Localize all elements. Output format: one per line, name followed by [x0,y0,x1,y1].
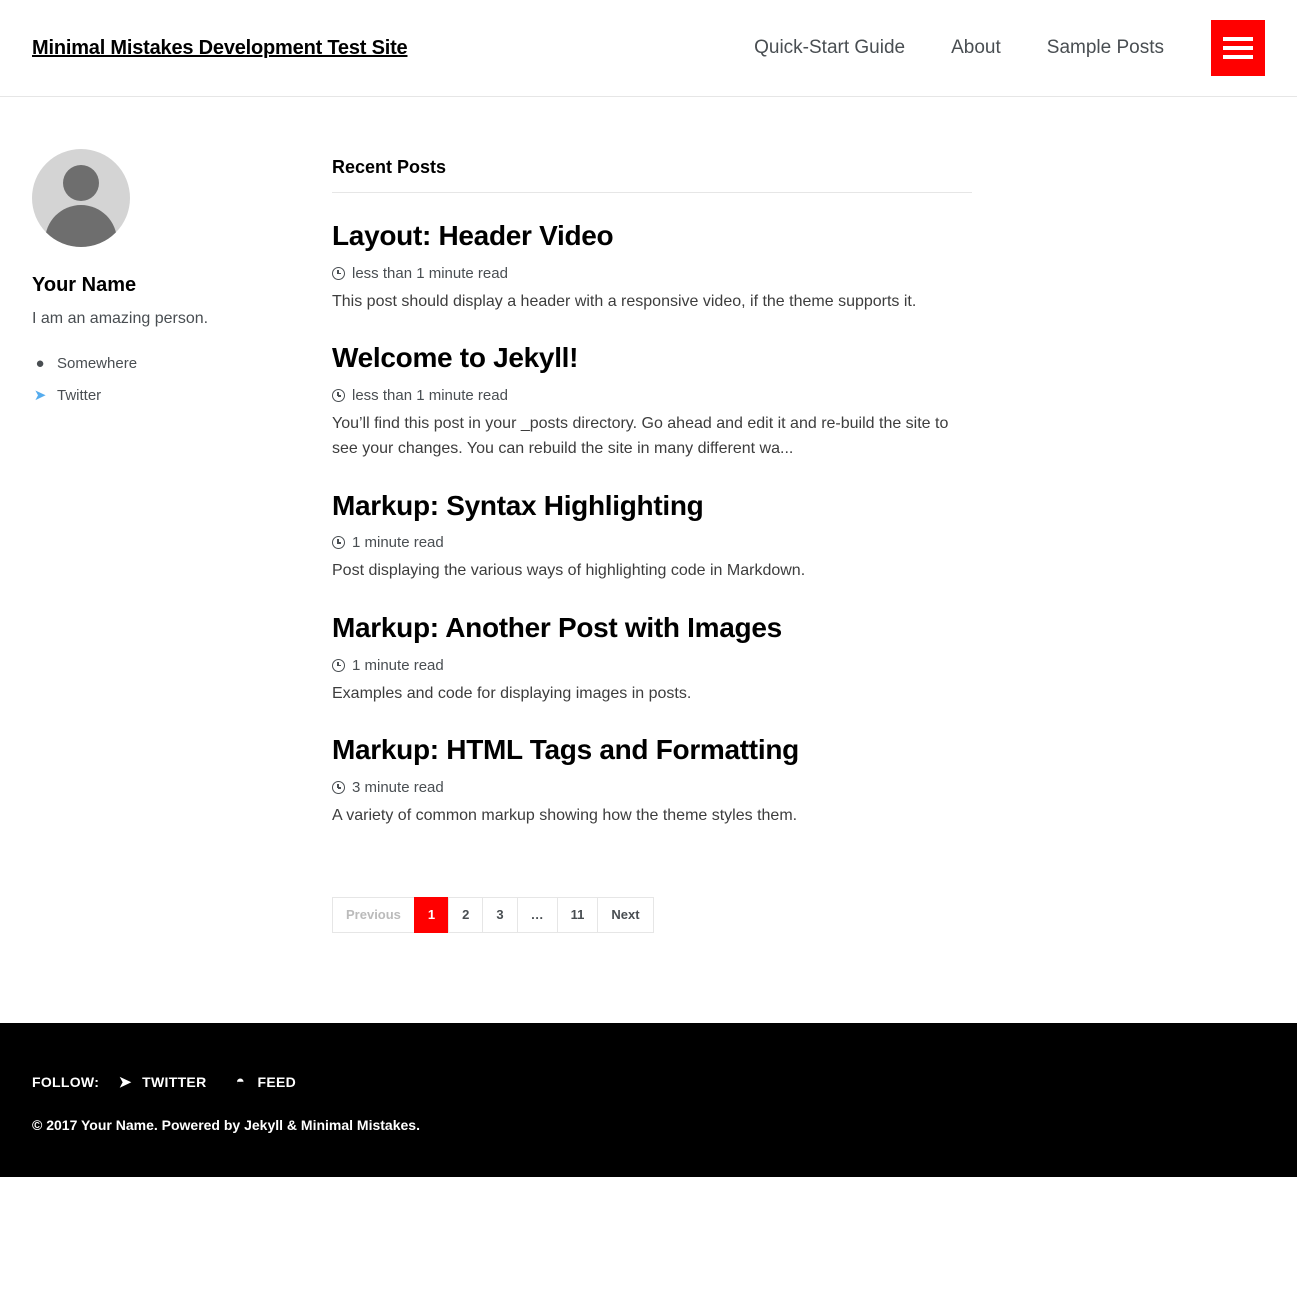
avatar [32,149,130,247]
author-links [32,355,332,404]
post-read-time: 1 minute read [352,534,444,552]
clock-icon [332,536,345,549]
pagination-page-3[interactable]: 3 [482,897,516,933]
footer-link-feed[interactable] [232,1073,296,1090]
pagination-page-1[interactable]: 1 [414,897,448,933]
post-excerpt: Examples and code for displaying images in posts. [332,684,692,702]
clock-icon [332,781,345,794]
post-read-time: less than 1 minute read [352,386,508,404]
list-item [332,209,972,314]
footer-follow-label: FOLLOW: [32,1073,100,1090]
avatar-head-shape [63,165,99,201]
clock-icon [332,659,345,672]
clock-icon [332,389,345,402]
footer-feed-label: FEED [257,1073,297,1090]
page-title: Recent Posts [332,157,972,193]
list-item [332,584,972,706]
post-title [332,733,972,767]
list-item [332,462,972,584]
post-read-time: 1 minute read [352,656,444,674]
footer-link-twitter[interactable] [117,1073,206,1091]
author-link-location[interactable] [32,355,332,372]
nav-item-quick-start-guide[interactable]: Quick-Start Guide [754,37,906,58]
post-title [332,611,972,645]
pagination-ellipsis: … [517,897,557,933]
avatar-body-shape [45,205,117,247]
post-excerpt: A variety of common markup showing how the theme styles them. [332,806,798,824]
list-item [332,314,972,461]
site-title[interactable]: Minimal Mistakes Development Test Site [32,36,408,59]
author-bio: I am an amazing person. [32,310,209,327]
post-title-link[interactable]: Markup: Syntax Highlighting [332,489,704,521]
post-meta [332,779,972,796]
site-footer [0,1023,1297,1177]
post-title-link[interactable]: Layout: Header Video [332,220,614,251]
post-title [332,341,972,375]
author-link-twitter[interactable] [32,386,332,404]
page-wrapper [0,97,1297,1023]
post-read-time: 3 minute read [352,778,444,796]
pagination [332,897,972,933]
masthead [0,0,1297,97]
primary-navigation [731,20,1265,76]
list-item [332,706,972,828]
twitter-icon: ➤ [118,1073,132,1091]
clock-icon [332,267,345,280]
pagination-next[interactable]: Next [597,897,653,933]
hamburger-bar [1223,46,1253,50]
post-title [332,489,972,523]
footer-copyright: © 2017 Your Name. Powered by Jekyll & Minimal Mistakes. [32,1116,420,1133]
pagination-previous: Previous [332,897,414,933]
pagination-page-2[interactable]: 2 [448,897,482,933]
post-meta [332,534,972,551]
post-title-link[interactable]: Markup: Another Post with Images [332,611,782,643]
hamburger-bar [1223,55,1253,59]
post-meta [332,657,972,674]
author-name: Your Name [32,274,137,296]
post-excerpt: You’ll find this post in your _posts directory. Go ahead and edit it and re-build the site to see your changes. You can rebuild the site in many different wa... [332,414,949,457]
post-meta [332,387,972,404]
author-twitter-label[interactable]: Twitter [57,386,102,404]
post-read-time: less than 1 minute read [352,264,508,282]
post-meta [332,265,972,282]
footer-follow-row [32,1073,1265,1091]
location-pin-icon: ● [35,355,45,372]
hamburger-bar [1223,37,1253,41]
post-title [332,219,972,253]
nav-item-about[interactable]: About [951,37,1001,58]
rss-feed-icon: ◓ [235,1073,246,1091]
twitter-icon: ➤ [33,387,47,404]
post-excerpt: This post should display a header with a responsive video, if the theme supports it. [332,292,917,310]
post-title-link[interactable]: Welcome to Jekyll! [332,342,579,374]
author-location-label: Somewhere [57,355,138,372]
nav-item-sample-posts[interactable]: Sample Posts [1046,37,1164,58]
pagination-page-11[interactable]: 11 [557,897,598,933]
main-content [332,97,1265,1023]
post-title-link[interactable]: Markup: HTML Tags and Formatting [332,734,799,766]
author-sidebar [32,97,332,418]
hamburger-menu-icon[interactable] [1211,20,1265,76]
footer-twitter-label: TWITTER [142,1073,207,1090]
post-excerpt: Post displaying the various ways of highlighting code in Markdown. [332,562,806,580]
